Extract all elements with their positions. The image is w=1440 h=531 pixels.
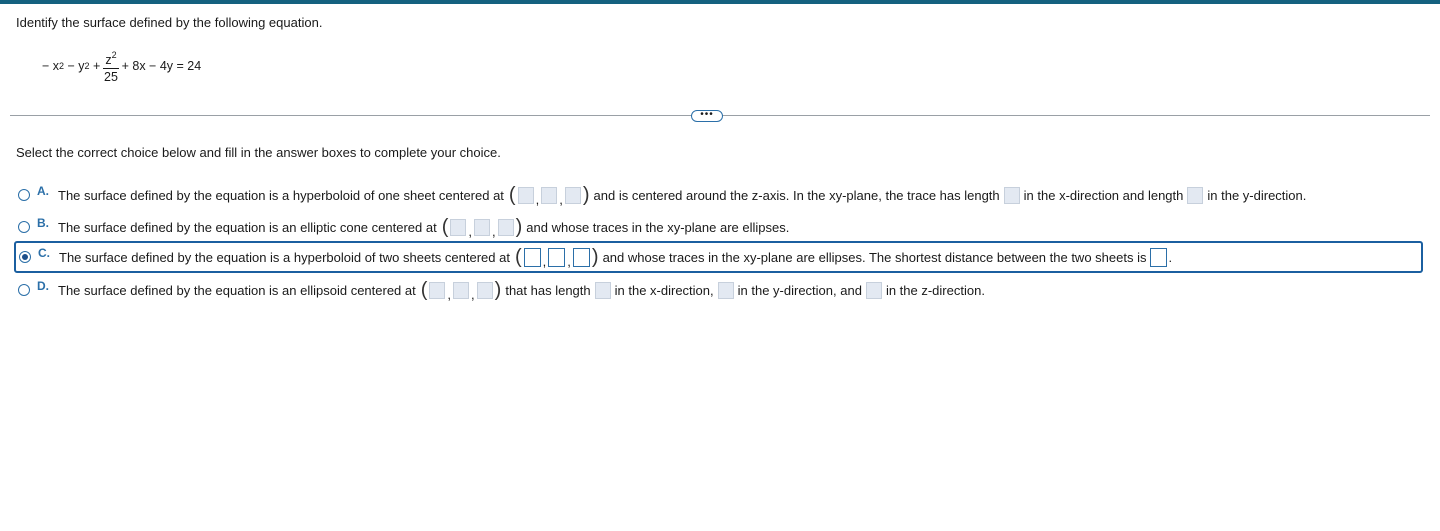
answer-box-c-z[interactable] bbox=[573, 248, 590, 267]
choice-c-text-1: The surface defined by the equation is a hyperboloid of two sheets centered at bbox=[59, 249, 510, 265]
choice-b-center-point bbox=[441, 216, 524, 239]
eq-rest: + 8x − 4y = 24 bbox=[121, 59, 202, 73]
top-accent-bar bbox=[0, 0, 1440, 4]
answer-box-a-z[interactable] bbox=[565, 187, 581, 204]
choice-a-letter: A. bbox=[37, 184, 49, 198]
choice-c-center-point bbox=[514, 248, 600, 267]
choice-a-text-1: The surface defined by the equation is a hyperboloid of one sheet centered at bbox=[58, 187, 504, 203]
answer-box-b-z[interactable] bbox=[498, 219, 514, 236]
comma: , bbox=[468, 223, 472, 239]
answer-box-a-y-length[interactable] bbox=[1187, 187, 1203, 204]
eq-num-exp: 2 bbox=[111, 50, 117, 60]
choice-a[interactable] bbox=[16, 181, 1422, 209]
choice-a-text-4: in the y-direction. bbox=[1207, 187, 1307, 203]
eq-lead: − x bbox=[42, 59, 60, 73]
answer-box-d-y-length[interactable] bbox=[718, 282, 734, 299]
choice-a-text-2: and is centered around the z-axis. In the xy-plane, the trace has length bbox=[593, 187, 1000, 203]
radio-a[interactable] bbox=[18, 189, 30, 201]
close-paren: ) bbox=[515, 216, 523, 238]
choice-c-letter: C. bbox=[38, 246, 50, 260]
comma: , bbox=[471, 286, 475, 302]
equation bbox=[42, 44, 201, 88]
choice-c-text-3: . bbox=[1168, 249, 1173, 265]
comma: , bbox=[492, 223, 496, 239]
choice-d-letter: D. bbox=[37, 279, 49, 293]
choice-c-text-2: and whose traces in the xy-plane are ellipses. The shortest distance between the two sheets is bbox=[602, 249, 1147, 265]
comma: , bbox=[542, 253, 547, 269]
choice-d-center-point bbox=[420, 279, 503, 302]
eq-plus: + bbox=[89, 59, 101, 73]
answer-box-c-y[interactable] bbox=[548, 248, 565, 267]
answer-box-b-y[interactable] bbox=[474, 219, 490, 236]
comma: , bbox=[447, 286, 452, 302]
eq-exp-y: 2 bbox=[84, 61, 90, 71]
close-paren: ) bbox=[591, 246, 599, 268]
answer-box-c-distance[interactable] bbox=[1150, 248, 1167, 267]
answer-box-d-z[interactable] bbox=[477, 282, 493, 299]
eq-exp-x: 2 bbox=[59, 61, 65, 71]
eq-minus-y: − y bbox=[64, 59, 85, 73]
open-paren: ( bbox=[514, 246, 522, 268]
choice-d-text-2: that has length bbox=[505, 282, 591, 298]
more-options-button[interactable]: ••• bbox=[691, 110, 723, 122]
open-paren: ( bbox=[420, 279, 428, 301]
choice-d-text-4: in the y-direction, and bbox=[737, 282, 862, 298]
answer-box-d-x[interactable] bbox=[429, 282, 445, 299]
eq-fraction-denominator: 25 bbox=[104, 70, 118, 84]
answer-box-c-x[interactable] bbox=[524, 248, 541, 267]
question-prompt: Identify the surface defined by the following equation. bbox=[16, 15, 323, 30]
close-paren: ) bbox=[494, 279, 502, 301]
choice-d-text-5: in the z-direction. bbox=[885, 282, 985, 298]
choice-d[interactable] bbox=[16, 276, 1422, 304]
comma: , bbox=[567, 253, 571, 269]
answer-box-a-y[interactable] bbox=[541, 187, 557, 204]
open-paren: ( bbox=[508, 184, 516, 206]
answer-box-a-x[interactable] bbox=[518, 187, 534, 204]
answer-box-d-z-length[interactable] bbox=[866, 282, 882, 299]
answer-box-d-y[interactable] bbox=[453, 282, 469, 299]
radio-c-selected[interactable] bbox=[19, 251, 31, 263]
comma: , bbox=[535, 191, 540, 207]
instruction-text: Select the correct choice below and fill in the answer boxes to complete your choice. bbox=[16, 145, 501, 160]
choice-d-text-1: The surface defined by the equation is an ellipsoid centered at bbox=[58, 282, 416, 298]
radio-d[interactable] bbox=[18, 284, 30, 296]
choice-a-text-3: in the x-direction and length bbox=[1023, 187, 1184, 203]
choice-b-letter: B. bbox=[37, 216, 49, 230]
choice-b-text-1: The surface defined by the equation is an elliptic cone centered at bbox=[58, 219, 437, 235]
choice-b-text-2: and whose traces in the xy-plane are ellipses. bbox=[526, 219, 790, 235]
comma: , bbox=[559, 191, 563, 207]
answer-box-b-x[interactable] bbox=[450, 219, 466, 236]
choice-d-text-3: in the x-direction, bbox=[614, 282, 714, 298]
eq-num-z: z bbox=[105, 53, 112, 67]
close-paren: ) bbox=[582, 184, 590, 206]
choice-c[interactable] bbox=[14, 241, 1423, 273]
answer-box-d-x-length[interactable] bbox=[595, 282, 611, 299]
eq-fraction-numerator bbox=[103, 48, 118, 69]
open-paren: ( bbox=[441, 216, 449, 238]
choice-a-center-point bbox=[508, 184, 591, 207]
choice-b[interactable] bbox=[16, 213, 1422, 241]
eq-fraction bbox=[103, 48, 118, 84]
radio-b[interactable] bbox=[18, 221, 30, 233]
answer-box-a-x-length[interactable] bbox=[1004, 187, 1020, 204]
